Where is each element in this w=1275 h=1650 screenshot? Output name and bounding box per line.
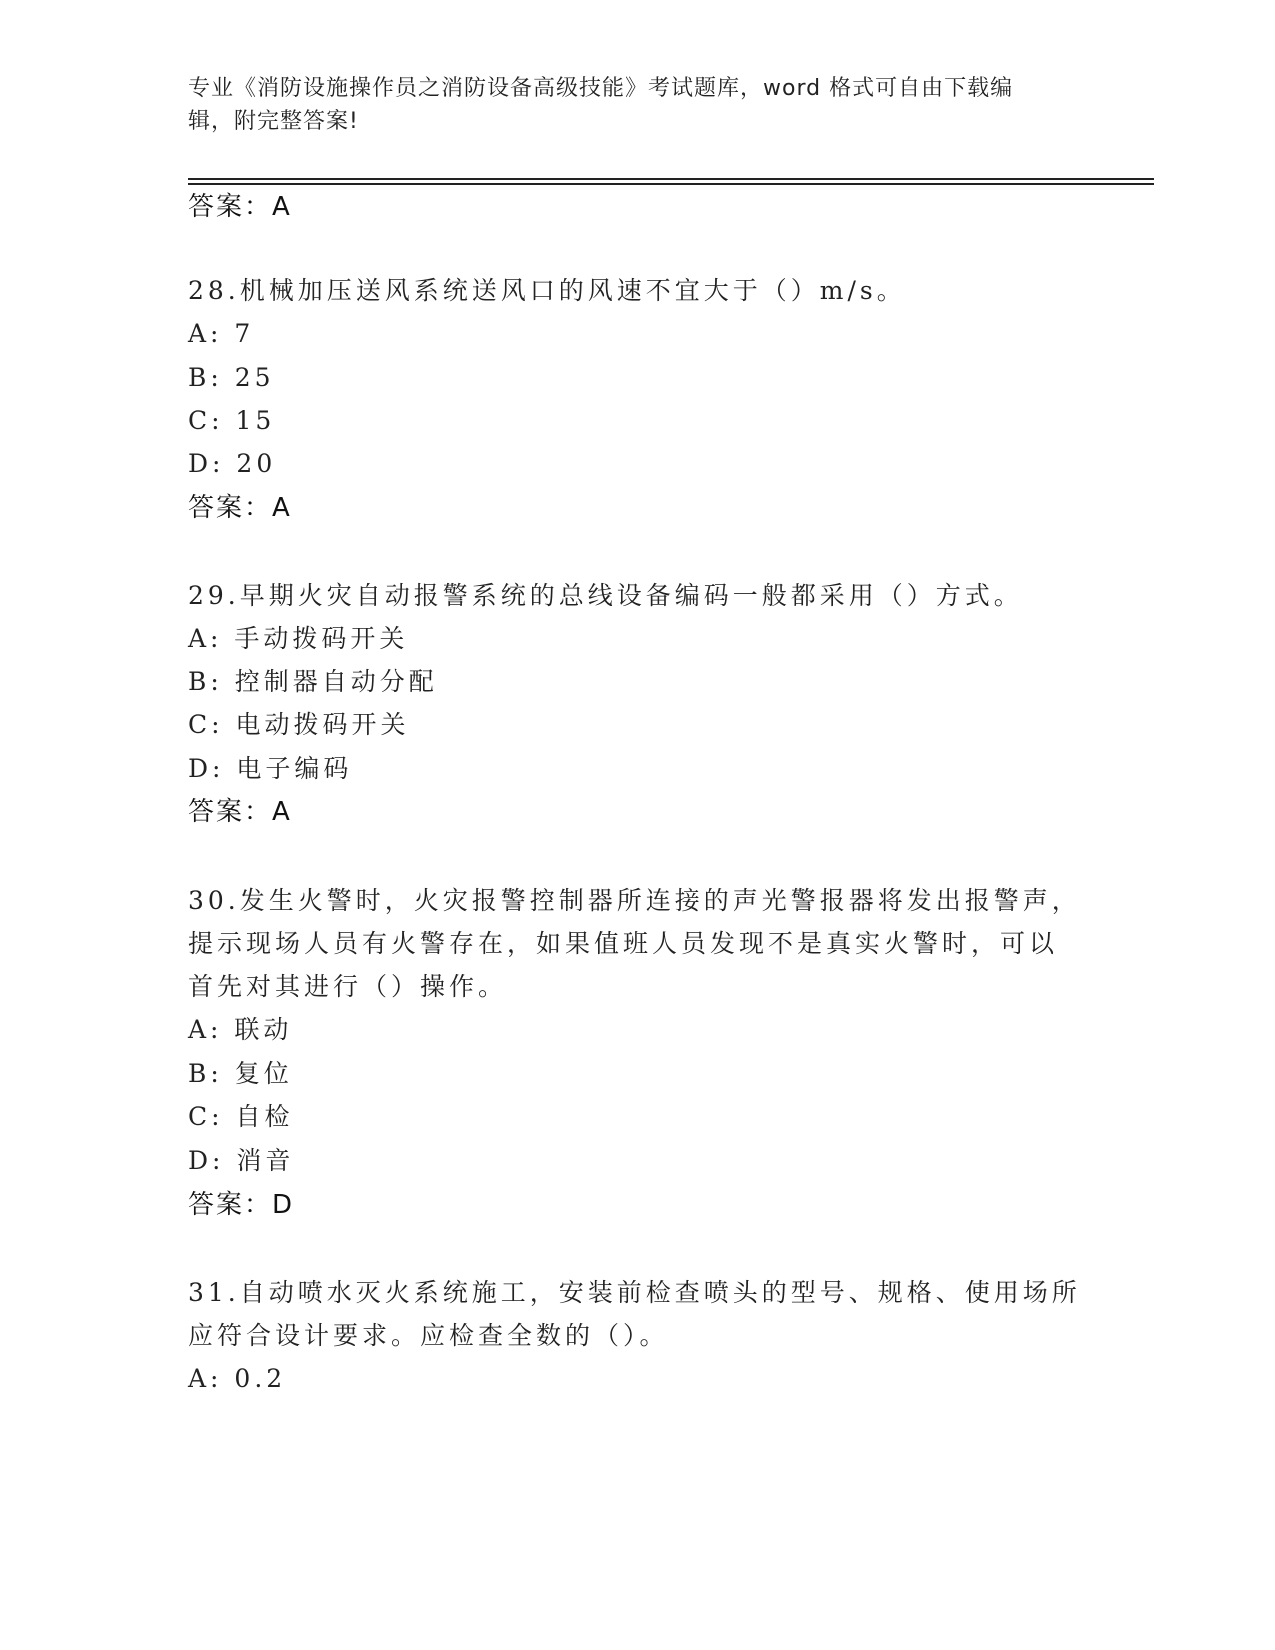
question-30-answer: 答案：D — [188, 1190, 295, 1220]
question-31-stem-line-1: 31.自动喷水灭火系统施工，安装前检查喷头的型号、规格、使用场所 — [188, 1278, 1081, 1307]
question-28-option-d: D: 20 — [188, 449, 277, 478]
question-30-option-b: B: 复位 — [188, 1059, 293, 1088]
question-30-stem-line-2: 提示现场人员有火警存在，如果值班人员发现不是真实火警时，可以 — [188, 929, 1059, 958]
question-29-option-a: A: 手动拨码开关 — [188, 624, 409, 653]
header-divider-top — [188, 178, 1154, 180]
previous-answer: 答案：A — [188, 192, 292, 222]
question-29-option-d: D: 电子编码 — [188, 754, 353, 783]
question-28-option-a: A: 7 — [188, 319, 255, 348]
question-30-option-a: A: 联动 — [188, 1015, 293, 1044]
header-line-1: 专业《消防设施操作员之消防设备高级技能》考试题库，word 格式可自由下载编 — [188, 76, 1014, 101]
question-30-stem-line-1: 30.发生火警时，火灾报警控制器所连接的声光警报器将发出报警声， — [188, 886, 1081, 915]
question-28-option-c: C: 15 — [188, 406, 276, 435]
document-header — [188, 72, 1068, 138]
question-29-stem: 29.早期火灾自动报警系统的总线设备编码一般都采用（）方式。 — [188, 581, 1023, 610]
question-29-option-c: C: 电动拨码开关 — [188, 710, 410, 739]
question-28-option-b: B: 25 — [188, 363, 275, 392]
question-28-stem: 28.机械加压送风系统送风口的风速不宜大于（）m/s。 — [188, 276, 906, 305]
question-30-stem-line-3: 首先对其进行（）操作。 — [188, 972, 508, 1001]
question-29-answer: 答案：A — [188, 797, 292, 827]
question-31-option-a: A: 0.2 — [188, 1364, 287, 1393]
question-31-stem-line-2: 应符合设计要求。应检查全数的（）。 — [188, 1321, 669, 1350]
question-30-option-d: D: 消音 — [188, 1146, 295, 1175]
question-29-option-b: B: 控制器自动分配 — [188, 667, 438, 696]
header-line-2: 辑，附完整答案! — [188, 109, 359, 134]
question-30-option-c: C: 自检 — [188, 1102, 294, 1131]
header-divider-bottom — [188, 183, 1154, 185]
question-28-answer: 答案：A — [188, 493, 292, 523]
